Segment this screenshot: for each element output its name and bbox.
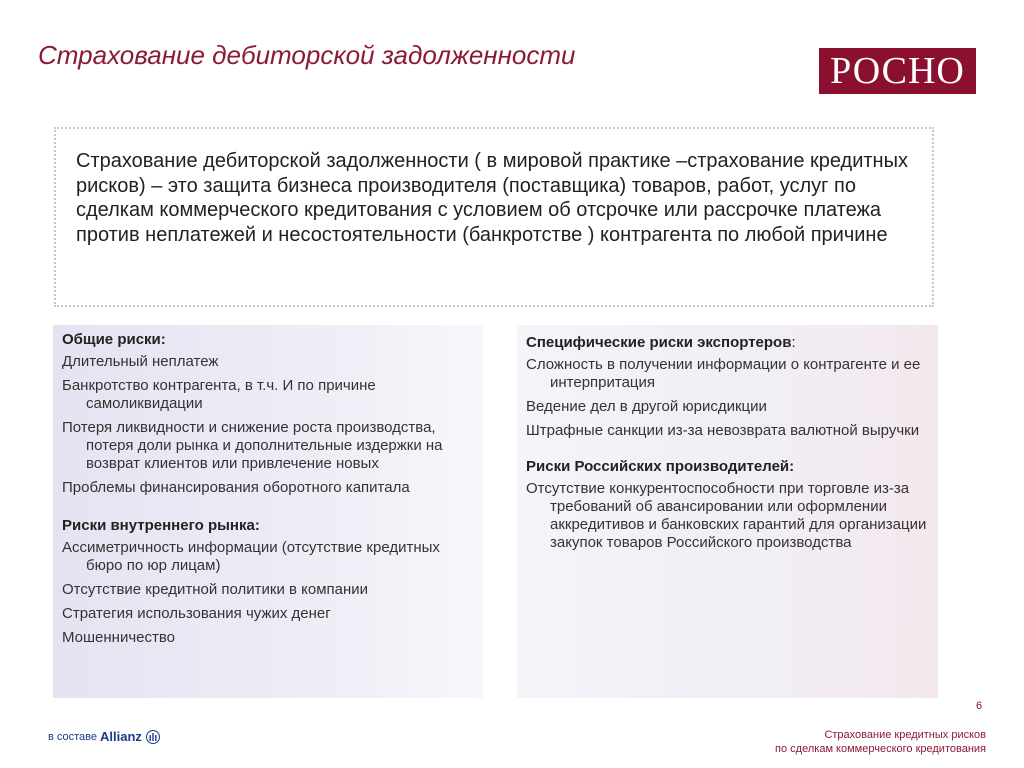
page-number: 6 (976, 700, 983, 712)
allianz-eagle-glyph (149, 733, 157, 741)
list-item: Стратегия использования чужих денег (62, 605, 331, 622)
list-item: Проблемы финансирования оборотного капитала (62, 479, 410, 496)
brand-name: Allianz (100, 729, 142, 744)
list-item: Длительный неплатеж (62, 353, 219, 370)
footer-caption-line1: Страхование кредитных рисков (824, 729, 986, 741)
general-risks-list (62, 353, 473, 497)
page-title: Страхование дебиторской задолженности (38, 40, 576, 70)
definition-text: Страхование дебиторской задолженности ( в мировой практике –страхование кредитных рисков) – это защита бизнеса производителя (поставщика) товаров, работ, услуг по сделкам коммерческого кредитования с условием об отсрочке или рассрочке платежа против неплатежей и несостоятельности (банкротстве ) контрагента по любой причине (76, 150, 908, 246)
left-risks-panel (53, 325, 483, 698)
list-item: Ведение дел в другой юрисдикции (526, 398, 767, 415)
list-item: Сложность в получении информации о контрагенте и ее интерпритация (526, 356, 921, 391)
list-item: Отсутствие кредитной политики в компании (62, 581, 369, 598)
allianz-branding (48, 729, 160, 744)
heading-colon: : (791, 334, 796, 351)
brand-prefix: в составе (48, 730, 98, 743)
spacer (62, 503, 473, 517)
list-item: Ассиметричность информации (отсутствие кредитных бюро по юр лицам) (62, 539, 440, 574)
exporter-risks-heading-text: Специфические риски экспортеров (526, 334, 792, 351)
right-risks-panel (517, 325, 938, 698)
list-item: Потеря ликвидности и снижение роста производства, потеря доли рынка и дополнительные издержки на возврат клиентов или привлечение новых (62, 419, 443, 472)
spacer (526, 446, 928, 458)
list-item: Отсутствие конкурентоспособности при торговле из-за требований об авансировании или оформлении аккредитивов и банковских гарантий для организации закупок товаров Российского производства (526, 480, 927, 551)
rosno-logo: РОСНО (819, 48, 976, 94)
domestic-risks-heading: Риски внутреннего рынка: (62, 517, 260, 534)
domestic-risks-list (62, 539, 473, 647)
russian-producers-heading: Риски Российских производителей: (526, 458, 795, 475)
footer-caption (775, 728, 986, 756)
russian-producers-list (526, 480, 928, 552)
footer-caption-line2: по сделкам коммерческого кредитования (775, 743, 986, 755)
exporter-risks-list (526, 356, 928, 440)
exporter-risks-heading (526, 334, 928, 352)
definition-box (54, 127, 934, 307)
list-item: Штрафные санкции из-за невозврата валютной выручки (526, 422, 920, 439)
allianz-eagle-icon (146, 730, 160, 744)
general-risks-heading: Общие риски: (62, 331, 166, 348)
list-item: Мошенничество (62, 629, 175, 646)
list-item: Банкротство контрагента, в т.ч. И по причине самоликвидации (62, 377, 376, 412)
